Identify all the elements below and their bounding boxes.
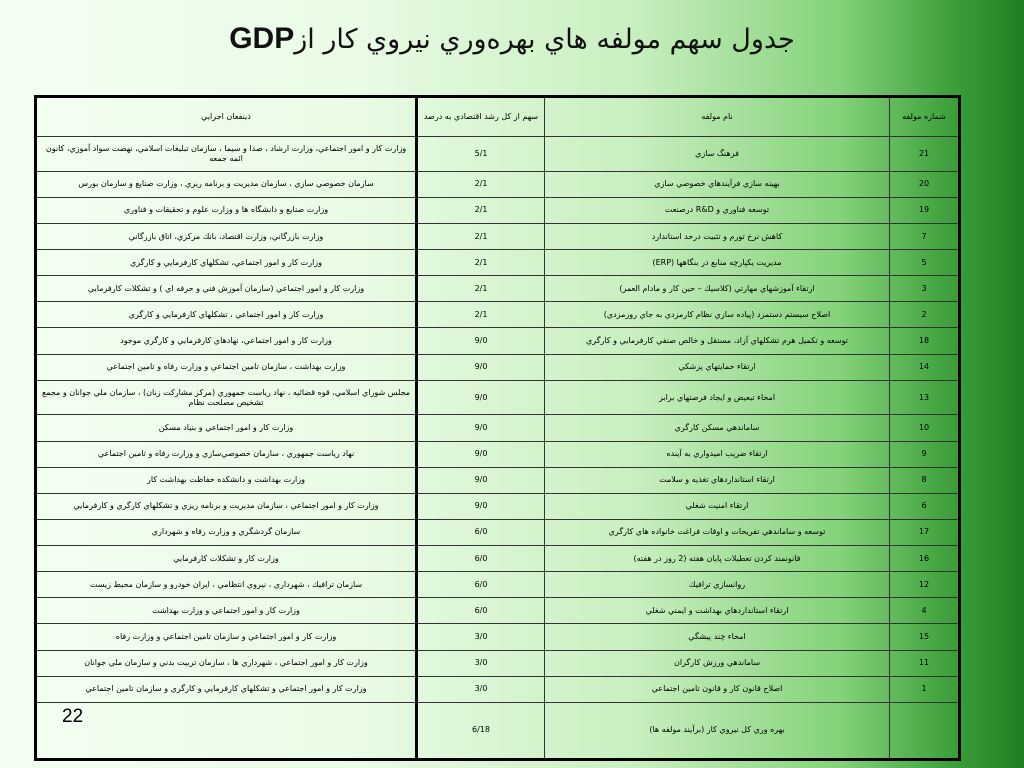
title-text: جدول سهم مولفه هاي بهره‌وري نيروي كار از <box>294 24 795 55</box>
table-row <box>36 380 960 415</box>
row-agency: سازمان خصوصي سازي ، سازمان مديريت و برنامه ريزي ، وزارت صنايع و سازمان بورس <box>36 171 417 197</box>
row-name: توسعه فناوري و R&D درصنعت <box>545 197 890 223</box>
row-share: 2/1 <box>417 197 545 223</box>
row-name: ارتقاء استانداردهاي تغذيه و سلامت <box>545 467 890 493</box>
row-share: 2/1 <box>417 223 545 249</box>
row-name: ارتقاء امنيت شغلي <box>545 493 890 519</box>
table-row <box>36 223 960 249</box>
row-name: روانسازي ترافيك <box>545 572 890 598</box>
row-number: 3 <box>890 276 960 302</box>
row-agency: وزارت كار و تشكلات كارفرمايي <box>36 546 417 572</box>
total-agency <box>36 702 417 759</box>
row-number: 13 <box>890 380 960 415</box>
table-row <box>36 467 960 493</box>
row-agency: وزارت كار و امور اجتماعي و بنياد مسكن <box>36 415 417 441</box>
total-name: بهره وري كل نيروي كار (برآيند مولفه ها) <box>545 702 890 759</box>
row-share: 2/1 <box>417 276 545 302</box>
header-agency: ذينفعان اجرايي <box>36 97 417 137</box>
row-name: امحاء چند پيشگي <box>545 624 890 650</box>
row-number: 19 <box>890 197 960 223</box>
row-share: 9/0 <box>417 493 545 519</box>
row-agency: وزارت كار و امور اجتماعي و وزارت بهداشت <box>36 598 417 624</box>
table-row <box>36 328 960 354</box>
total-row <box>36 702 960 759</box>
row-agency: وزارت كار و امور اجتماعي ، سازمان مديريت و برنامه ريزي و تشكلهاي كارگري و كارفرمايي <box>36 493 417 519</box>
row-agency: وزارت صنايع و دانشگاه ها و وزارت علوم و تحقيقات و فناوري <box>36 197 417 223</box>
row-number: 10 <box>890 415 960 441</box>
row-share: 9/0 <box>417 354 545 380</box>
row-name: ارتقاء آموزشهاي مهارتي (كلاسيك – حين كار و مادام العمر) <box>545 276 890 302</box>
row-name: ارتقاء استانداردهاي بهداشت و ايمني شغلي <box>545 598 890 624</box>
table-row <box>36 519 960 545</box>
row-agency: مجلس شوراي اسلامي، قوه قضائيه ، نهاد رياست جمهوري (مركز مشاركت زنان) ، سازمان ملي جوانان و مجمع تشخيص مصلحت نظام <box>36 380 417 415</box>
row-share: 2/1 <box>417 250 545 276</box>
row-agency: وزارت كار و امور اجتماعي ، شهرداري ها ، سازمان تربيت بدني و سازمان ملي جوانان <box>36 650 417 676</box>
row-name: توسعه و تكميل هرم تشكلهاي آزاد، مستقل و خالص صنفي كارفرمايي و كارگري <box>545 328 890 354</box>
table-row <box>36 197 960 223</box>
row-share: 6/0 <box>417 572 545 598</box>
table-body <box>36 137 960 760</box>
table-row <box>36 493 960 519</box>
row-number: 4 <box>890 598 960 624</box>
row-number: 1 <box>890 676 960 702</box>
row-number: 2 <box>890 302 960 328</box>
table-row <box>36 624 960 650</box>
row-number: 15 <box>890 624 960 650</box>
row-number: 7 <box>890 223 960 249</box>
row-share: 9/0 <box>417 467 545 493</box>
row-name: قانونمند كردن تعطيلات پايان هفته (2 روز در هفته) <box>545 546 890 572</box>
row-name: كاهش نرخ تورم و تثبيت درحد استاندارد <box>545 223 890 249</box>
page-number: 22 <box>62 706 84 727</box>
table-row <box>36 650 960 676</box>
row-name: توسعه و ساماندهي تفريحات و اوقات فراغت خانواده هاي كارگري <box>545 519 890 545</box>
row-share: 2/1 <box>417 302 545 328</box>
row-number: 12 <box>890 572 960 598</box>
row-share: 3/0 <box>417 650 545 676</box>
row-share: 6/0 <box>417 546 545 572</box>
row-name: اصلاح قانون كار و قانون تامين اجتماعي <box>545 676 890 702</box>
table-row <box>36 572 960 598</box>
header-row <box>36 97 960 137</box>
row-number: 11 <box>890 650 960 676</box>
row-agency: وزارت كار و امور اجتماعي، نهادهاي كارفرمايي و كارگري موجود <box>36 328 417 354</box>
row-name: ارتقاء حمايتهاي پزشكي <box>545 354 890 380</box>
table-row <box>36 546 960 572</box>
row-name: اصلاح سيستم دستمزد (پياده سازي نظام كارمزدي به جاي روزمزدي) <box>545 302 890 328</box>
row-agency: وزارت كار و امور اجتماعي ، تشكلهاي كارفرمايي و كارگري <box>36 302 417 328</box>
table-row <box>36 276 960 302</box>
row-number: 20 <box>890 171 960 197</box>
row-agency: وزارت بهداشت و دانشكده حفاظت بهداشت كار <box>36 467 417 493</box>
productivity-table <box>34 95 961 761</box>
row-name: مديريت يكپارچه منابع در بنگاهها (ERP) <box>545 250 890 276</box>
table-row <box>36 137 960 172</box>
row-agency: سازمان گردشگري و وزارت رفاه و شهرداري <box>36 519 417 545</box>
row-number: 18 <box>890 328 960 354</box>
row-agency: وزارت بازرگاني، وزارت اقتصاد، بانك مركزي، اتاق بازرگاني <box>36 223 417 249</box>
row-share: 6/0 <box>417 519 545 545</box>
row-share: 5/1 <box>417 137 545 172</box>
row-number: 5 <box>890 250 960 276</box>
row-agency: وزارت كار و امور اجتماعي و تشكلهاي كارفرمايي و كارگري و سازمان تامين اجتماعي <box>36 676 417 702</box>
header-number: شماره مولفه <box>890 97 960 137</box>
row-name: ساماندهي ورزش كارگران <box>545 650 890 676</box>
table-row <box>36 676 960 702</box>
row-number: 17 <box>890 519 960 545</box>
table-row <box>36 598 960 624</box>
row-agency: سازمان ترافيك ، شهرداري ، نيروي انتظامي ، ايران خودرو و سازمان محيط زيست <box>36 572 417 598</box>
row-share: 9/0 <box>417 415 545 441</box>
row-share: 3/0 <box>417 624 545 650</box>
table-row <box>36 354 960 380</box>
row-agency: وزارت كار و امور اجتماعي، تشكلهاي كارفرمايي و كارگري <box>36 250 417 276</box>
row-agency: وزارت بهداشت ، سازمان تامين اجتماعي و وزارت رفاه و تامين اجتماعي <box>36 354 417 380</box>
total-share: 6/18 <box>417 702 545 759</box>
table-row <box>36 441 960 467</box>
row-name: فرهنگ سازي <box>545 137 890 172</box>
row-number: 6 <box>890 493 960 519</box>
row-number: 21 <box>890 137 960 172</box>
title-gdp: GDP <box>229 22 295 55</box>
row-share: 3/0 <box>417 676 545 702</box>
row-number: 8 <box>890 467 960 493</box>
row-name: ساماندهي مسكن كارگري <box>545 415 890 441</box>
table-row <box>36 250 960 276</box>
row-number: 9 <box>890 441 960 467</box>
row-name: بهينه سازي فرآيندهاي خصوصي سازي <box>545 171 890 197</box>
table-row <box>36 302 960 328</box>
slide-title <box>0 22 1024 56</box>
row-share: 9/0 <box>417 328 545 354</box>
header-name: نام مولفه <box>545 97 890 137</box>
row-share: 6/0 <box>417 598 545 624</box>
row-name: ارتقاء ضريب اميدواري به آينده <box>545 441 890 467</box>
header-share: سهم از كل رشد اقتصادي به درصد <box>417 97 545 137</box>
row-number: 14 <box>890 354 960 380</box>
row-agency: وزارت كار و امور اجتماعي و سازمان تامين اجتماعي و وزارت رفاه <box>36 624 417 650</box>
row-name: امحاء تبعيض و ايجاد فرصتهاي برابر <box>545 380 890 415</box>
row-agency: وزارت كار و امور اجتماعي، وزارت ارشاد ، صدا و سيما ، سازمان تبليغات اسلامي، نهضت سواد آموزي، كانون ائمه جمعه <box>36 137 417 172</box>
row-agency: وزارت كار و امور اجتماعي (سازمان آموزش فني و حرفه اي ) و تشكلات كارفرمايي <box>36 276 417 302</box>
row-number: 16 <box>890 546 960 572</box>
total-number <box>890 702 960 759</box>
row-share: 9/0 <box>417 441 545 467</box>
row-share: 2/1 <box>417 171 545 197</box>
table-row <box>36 415 960 441</box>
row-agency: نهاد رياست جمهوري ، سازمان خصوصي‌سازي و وزارت رفاه و تامين اجتماعي <box>36 441 417 467</box>
row-share: 9/0 <box>417 380 545 415</box>
table-row <box>36 171 960 197</box>
